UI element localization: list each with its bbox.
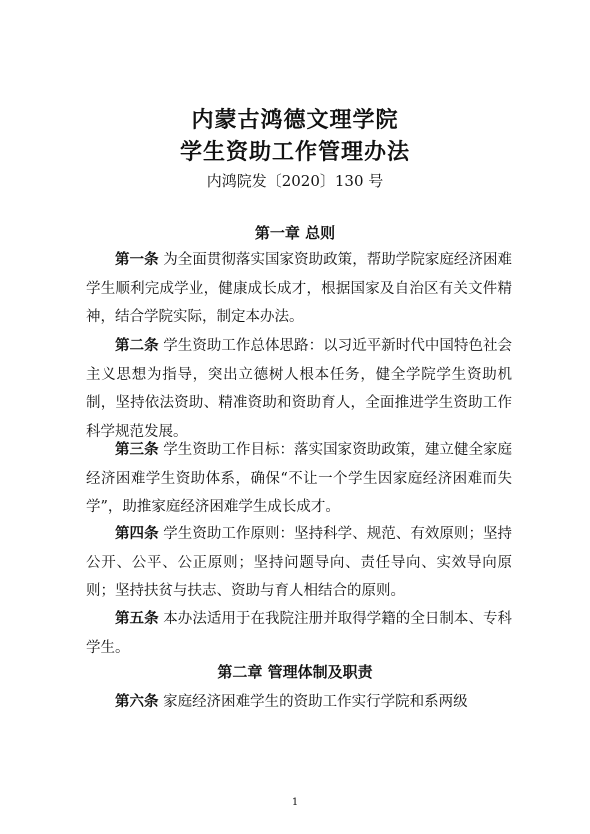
chapter-heading-2: 第二章 管理体制及职责 — [217, 663, 373, 681]
article-2 — [86, 332, 512, 446]
article-5 — [86, 605, 512, 662]
article-1 — [86, 246, 512, 332]
article-text: 学生资助工作原则：坚持科学、规范、有效原则；坚持公开、公平、公正原则；坚持问题导向、责任导向、实效导向原则；坚持扶贫与扶志、资助与育人相结合的原则。 — [86, 526, 513, 599]
article-label: 第三条 — [115, 442, 159, 458]
article-6 — [86, 688, 512, 717]
article-4 — [86, 520, 512, 606]
article-label: 第二条 — [115, 338, 159, 354]
article-text: 为全面贯彻落实国家资助政策，帮助学院家庭经济困难学生顺利完成学业，健康成长成才，根据国家及自治区有关文件精神，结合学院实际，制定本办法。 — [86, 252, 513, 325]
article-text: 学生资助工作总体思路：以习近平新时代中国特色社会主义思想为指导，突出立德树人根本任务，健全学院学生资助机制，坚持依法资助、精准资助和资助育人，全面推进学生资助工作科学规范发展。 — [86, 338, 513, 440]
article-text: 学生资助工作目标：落实国家资助政策，建立健全家庭经济困难学生资助体系，确保“不让一个学生因家庭经济困难而失学”，助推家庭经济困难学生成长成才。 — [86, 442, 513, 515]
document-number: 内鸿院发〔2020〕130 号 — [206, 172, 384, 190]
article-label: 第一条 — [115, 252, 159, 268]
article-text: 本办法适用于在我院注册并取得学籍的全日制本、专科学生。 — [86, 611, 513, 656]
document-title-line1: 内蒙古鸿德文理学院 — [191, 108, 399, 133]
article-label: 第五条 — [115, 611, 159, 627]
page-number: 1 — [291, 797, 299, 808]
document-title-line2: 学生资助工作管理办法 — [179, 140, 410, 165]
article-label: 第六条 — [115, 694, 159, 710]
article-text: 家庭经济困难学生的资助工作实行学院和系两级 — [163, 694, 468, 710]
article-3 — [86, 436, 512, 522]
chapter-heading-1: 第一章 总则 — [254, 224, 336, 242]
article-label: 第四条 — [115, 526, 159, 542]
